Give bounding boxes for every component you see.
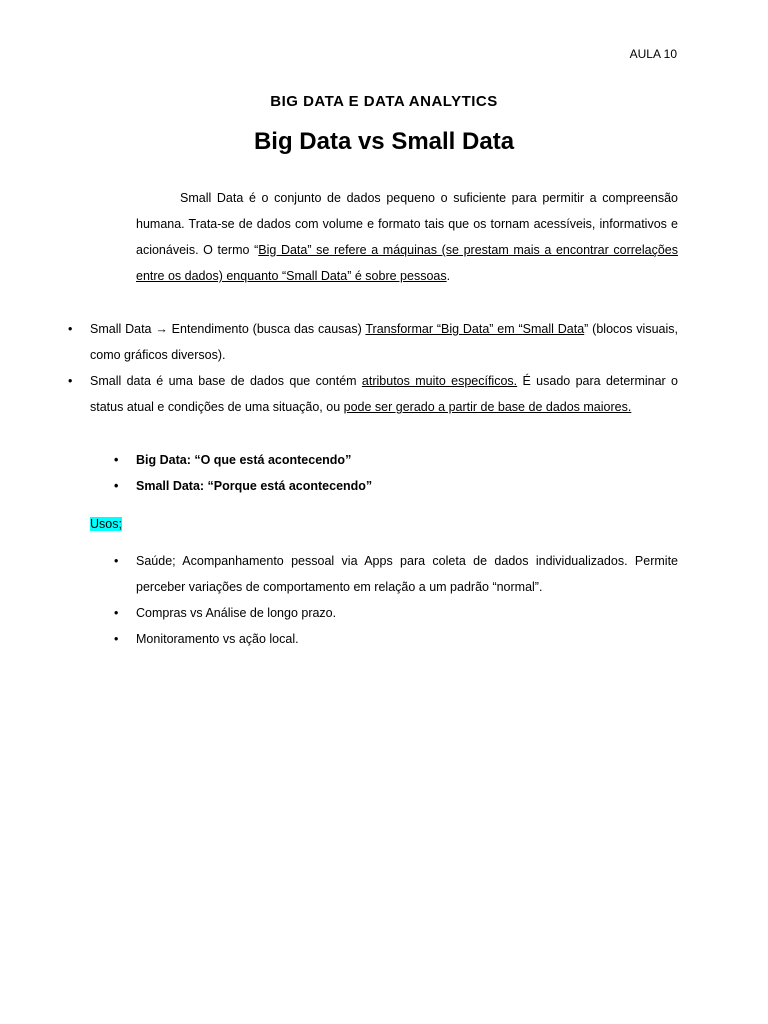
list-item-underlined: atributos muito específicos. (361, 374, 518, 388)
list-item (114, 548, 678, 600)
list-item-text: Saúde; Acompanhamento pessoal via Apps para coleta de dados individualizados. Permite perceber variações de comportamento em relação a um padrão “normal”. (136, 554, 678, 594)
bullet-icon: • (114, 606, 119, 620)
bullet-icon: • (68, 322, 73, 336)
list-item-text: Small Data: “Porque está acontecendo” (136, 479, 373, 493)
list-item-text: É usado para determinar o status atual e condições de uma situação, ou (90, 374, 678, 414)
list-item-underlined: Transformar “Big Data” em “Small Data (365, 322, 585, 336)
intro-paragraph (136, 185, 678, 289)
list-item (68, 316, 678, 368)
list-item-text: Small data é uma base de dados que contém (90, 374, 362, 388)
list-item (114, 600, 678, 626)
usos-highlighted-label: Usos; (90, 517, 122, 531)
intro-text: Small Data é o conjunto de dados pequeno o suficiente para permitir a compreensão humana. Trata-se de dados com volume e formato tais que os tornam acessíveis, informativos e acionáveis. O termo “ (136, 191, 678, 257)
list-item-text: Small Data → Entendimento (busca das causas) (90, 322, 366, 336)
list-item-text: Big Data: “O que está acontecendo” (136, 453, 352, 467)
list-item (114, 473, 678, 499)
list-item-text: ” (blocos visuais, como gráficos diversos). (90, 322, 678, 362)
bullet-icon: • (114, 453, 119, 467)
bullet-icon: • (114, 554, 119, 568)
bullet-icon: • (114, 632, 119, 646)
document-title: Big Data vs Small Data (253, 128, 515, 155)
main-bullet-list (68, 316, 678, 420)
list-item (114, 447, 678, 473)
usos-heading (90, 512, 122, 536)
comparison-bullet-list (114, 447, 678, 499)
intro-period: . (446, 269, 451, 283)
list-item (114, 626, 678, 652)
lesson-label: AULA 10 (629, 47, 677, 61)
list-item-underlined: pode ser gerado a partir de base de dados maiores. (343, 400, 632, 414)
document-subtitle: BIG DATA E DATA ANALYTICS (270, 93, 498, 110)
usos-bullet-list (114, 548, 678, 652)
bullet-icon: • (114, 479, 119, 493)
bullet-icon: • (68, 374, 73, 388)
list-item-text: Monitoramento vs ação local. (136, 632, 299, 646)
intro-underlined-text: Big Data” se refere a máquinas (se prestam mais a encontrar correlações entre os dados) enquanto “Small Data” é sobre pessoas (136, 243, 679, 283)
list-item (68, 368, 678, 420)
list-item-text: Compras vs Análise de longo prazo. (136, 606, 337, 620)
